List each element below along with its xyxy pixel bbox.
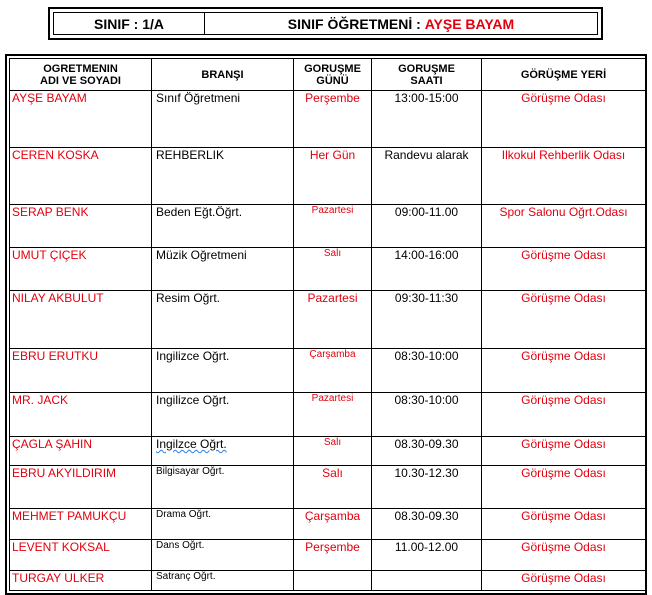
meeting-day-cell-text: Salı xyxy=(323,437,342,448)
meeting-day-cell-text: Çarşamba xyxy=(304,509,361,523)
table-row xyxy=(10,540,646,571)
brans-cell xyxy=(152,509,294,540)
meeting-day-cell xyxy=(294,393,372,437)
meeting-day-cell-text: Pazartesi xyxy=(307,291,358,305)
meeting-day-cell-text: Çarşamba xyxy=(309,349,356,360)
brans-cell xyxy=(152,349,294,393)
brans-cell xyxy=(152,248,294,291)
meeting-time-cell-text: 08:30-10:00 xyxy=(394,349,459,363)
meeting-place-cell-text: Görüşme Odası xyxy=(521,349,606,363)
col-header-name: OGRETMENIN ADI VE SOYADI xyxy=(10,59,152,91)
meeting-place-cell-text: Görüşme Odası xyxy=(521,571,606,585)
teacher-name-cell xyxy=(10,466,152,509)
teacher-name-cell xyxy=(10,349,152,393)
col-header-gun: GORUŞME GÜNÜ xyxy=(294,59,372,91)
table-row xyxy=(10,437,646,466)
teacher-label: SINIF ÖĞRETMENİ : xyxy=(287,15,425,32)
brans-cell xyxy=(152,393,294,437)
meeting-day-cell xyxy=(294,540,372,571)
table-header-row xyxy=(10,59,646,91)
brans-cell xyxy=(152,148,294,205)
meeting-time-cell-text: 09:00-11.00 xyxy=(394,205,459,219)
meeting-day-cell xyxy=(294,571,372,591)
brans-cell-text: Satranç Oğrt. xyxy=(156,571,216,582)
meeting-time-cell-text: Randevu alarak xyxy=(384,148,469,162)
meeting-time-cell xyxy=(372,571,482,591)
meeting-place-cell-text: Görüşme Odası xyxy=(521,91,606,105)
brans-cell-text: Bilgisayar Oğrt. xyxy=(156,466,225,477)
meeting-day-cell-text: Pazartesi xyxy=(311,393,354,404)
meeting-place-cell-text: Ilkokul Rehberlik Odası xyxy=(501,148,626,162)
meeting-place-cell xyxy=(482,393,646,437)
table-row xyxy=(10,509,646,540)
meeting-time-cell-text: 11.00-12.00 xyxy=(394,540,459,554)
meeting-time-cell-text: 08:30-10:00 xyxy=(394,393,459,407)
brans-cell-text: Beden Eğt.Öğrt. xyxy=(156,205,243,219)
meeting-place-cell-text: Görüşme Odası xyxy=(521,437,606,451)
meeting-time-cell xyxy=(372,540,482,571)
teacher-name-cell-text: SERAP BENK xyxy=(12,205,89,219)
meeting-time-cell xyxy=(372,91,482,148)
col-header-brans: BRANŞI xyxy=(152,59,294,91)
teacher-name-cell-text: LEVENT KOKSAL xyxy=(12,540,110,554)
meeting-time-cell xyxy=(372,205,482,248)
brans-cell xyxy=(152,540,294,571)
table-row xyxy=(10,291,646,349)
brans-cell xyxy=(152,205,294,248)
meeting-day-cell-text: Perşembe xyxy=(305,91,360,105)
teacher-name-cell xyxy=(10,540,152,571)
teacher-name-cell-text: UMUT ÇIÇEK xyxy=(12,248,87,262)
meeting-place-cell-text: Görüşme Odası xyxy=(521,509,606,523)
teacher-name-cell xyxy=(10,148,152,205)
meeting-time-cell xyxy=(372,509,482,540)
teacher-name-cell xyxy=(10,571,152,591)
table-row xyxy=(10,393,646,437)
meeting-time-cell-text: 13:00-15:00 xyxy=(394,91,459,105)
teacher-name-cell-text: TURGAY ULKER xyxy=(12,571,105,585)
meeting-time-cell-text: 08.30-09.30 xyxy=(394,437,459,451)
teacher-name-cell-text: AYŞE BAYAM xyxy=(12,91,87,105)
teacher-name-cell xyxy=(10,91,152,148)
meeting-time-cell xyxy=(372,148,482,205)
meeting-day-cell xyxy=(294,205,372,248)
meeting-place-cell-text: Görüşme Odası xyxy=(521,540,606,554)
table-row xyxy=(10,148,646,205)
teacher-heading xyxy=(205,13,597,34)
table-row xyxy=(10,91,646,148)
meeting-day-cell xyxy=(294,248,372,291)
teacher-name-cell xyxy=(10,393,152,437)
table-row xyxy=(10,205,646,248)
header-inner xyxy=(53,12,598,35)
meeting-place-cell xyxy=(482,248,646,291)
schedule-table xyxy=(9,58,646,591)
teacher-name: AYŞE BAYAM xyxy=(424,15,515,32)
meeting-place-cell xyxy=(482,148,646,205)
teacher-name-cell xyxy=(10,509,152,540)
meeting-time-cell-text: 09:30-11:30 xyxy=(394,291,459,305)
meeting-day-cell xyxy=(294,291,372,349)
meeting-place-cell xyxy=(482,437,646,466)
meeting-day-cell xyxy=(294,437,372,466)
meeting-time-cell-text: 14:00-16:00 xyxy=(394,248,459,262)
teacher-name-cell-text: EBRU AKYILDIRIM xyxy=(12,466,117,480)
teacher-name-cell-text: EBRU ERUTKU xyxy=(12,349,99,363)
meeting-day-cell-text: Perşembe xyxy=(305,540,360,554)
brans-cell-text: Drama Oğrt. xyxy=(156,509,212,520)
meeting-place-cell-text: Görüşme Odası xyxy=(521,466,606,480)
table-row xyxy=(10,248,646,291)
meeting-place-cell-text: Spor Salonu Oğrt.Odası xyxy=(499,205,628,219)
meeting-time-cell xyxy=(372,349,482,393)
brans-cell-text: Ingilizce Oğrt. xyxy=(156,393,230,407)
table-row xyxy=(10,349,646,393)
meeting-day-cell xyxy=(294,349,372,393)
teacher-name-cell-text: NILAY AKBULUT xyxy=(12,291,104,305)
meeting-place-cell xyxy=(482,466,646,509)
meeting-time-cell xyxy=(372,437,482,466)
teacher-name-cell-text: MR. JACK xyxy=(12,393,69,407)
meeting-day-cell-text: Pazartesi xyxy=(311,205,354,216)
teacher-name-cell-text: ÇAGLA ŞAHIN xyxy=(12,437,93,451)
meeting-day-cell-text: Salı xyxy=(322,466,343,480)
teacher-name-cell xyxy=(10,437,152,466)
schedule-table-frame xyxy=(5,54,647,595)
brans-cell-text: Ingilizce Oğrt. xyxy=(156,349,230,363)
meeting-place-cell xyxy=(482,205,646,248)
meeting-place-cell xyxy=(482,540,646,571)
meeting-place-cell-text: Görüşme Odası xyxy=(521,291,606,305)
brans-cell-text: Resim Oğrt. xyxy=(156,291,221,305)
meeting-time-cell xyxy=(372,291,482,349)
teacher-name-cell xyxy=(10,205,152,248)
meeting-day-cell-text: Her Gün xyxy=(309,148,356,162)
brans-cell xyxy=(152,91,294,148)
meeting-time-cell xyxy=(372,393,482,437)
header-box xyxy=(48,7,603,40)
meeting-time-cell xyxy=(372,248,482,291)
meeting-day-cell xyxy=(294,466,372,509)
teacher-name-cell-text: MEHMET PAMUKÇU xyxy=(12,509,127,523)
meeting-place-cell-text: Görüşme Odası xyxy=(521,248,606,262)
table-row xyxy=(10,571,646,591)
meeting-place-cell xyxy=(482,571,646,591)
class-label: SINIF : 1/A xyxy=(54,13,205,34)
meeting-place-cell-text: Görüşme Odası xyxy=(521,393,606,407)
brans-cell xyxy=(152,291,294,349)
teacher-name-cell xyxy=(10,291,152,349)
meeting-day-cell-text: Salı xyxy=(323,248,342,259)
meeting-time-cell-text: 08.30-09.30 xyxy=(394,509,459,523)
table-row xyxy=(10,466,646,509)
meeting-place-cell xyxy=(482,349,646,393)
brans-cell-text: Dans Oğrt. xyxy=(156,540,205,551)
meeting-day-cell xyxy=(294,91,372,148)
col-header-saat: GORUŞME SAATI xyxy=(372,59,482,91)
brans-cell-text: REHBERLIK xyxy=(156,148,225,162)
brans-cell-text: Ingilzce Oğrt. xyxy=(156,437,227,451)
meeting-day-cell xyxy=(294,509,372,540)
brans-cell-text: Sınıf Öğretmeni xyxy=(156,91,241,105)
teacher-name-cell-text: CEREN KOSKA xyxy=(12,148,99,162)
meeting-place-cell xyxy=(482,509,646,540)
meeting-day-cell xyxy=(294,148,372,205)
meeting-time-cell xyxy=(372,466,482,509)
meeting-place-cell xyxy=(482,291,646,349)
brans-cell-text: Müzik Oğretmeni xyxy=(156,248,247,262)
brans-cell xyxy=(152,437,294,466)
col-header-yer: GÖRÜŞME YERİ xyxy=(482,59,646,91)
brans-cell xyxy=(152,466,294,509)
meeting-time-cell-text: 10.30-12.30 xyxy=(394,466,459,480)
teacher-name-cell xyxy=(10,248,152,291)
brans-cell xyxy=(152,571,294,591)
meeting-place-cell xyxy=(482,91,646,148)
